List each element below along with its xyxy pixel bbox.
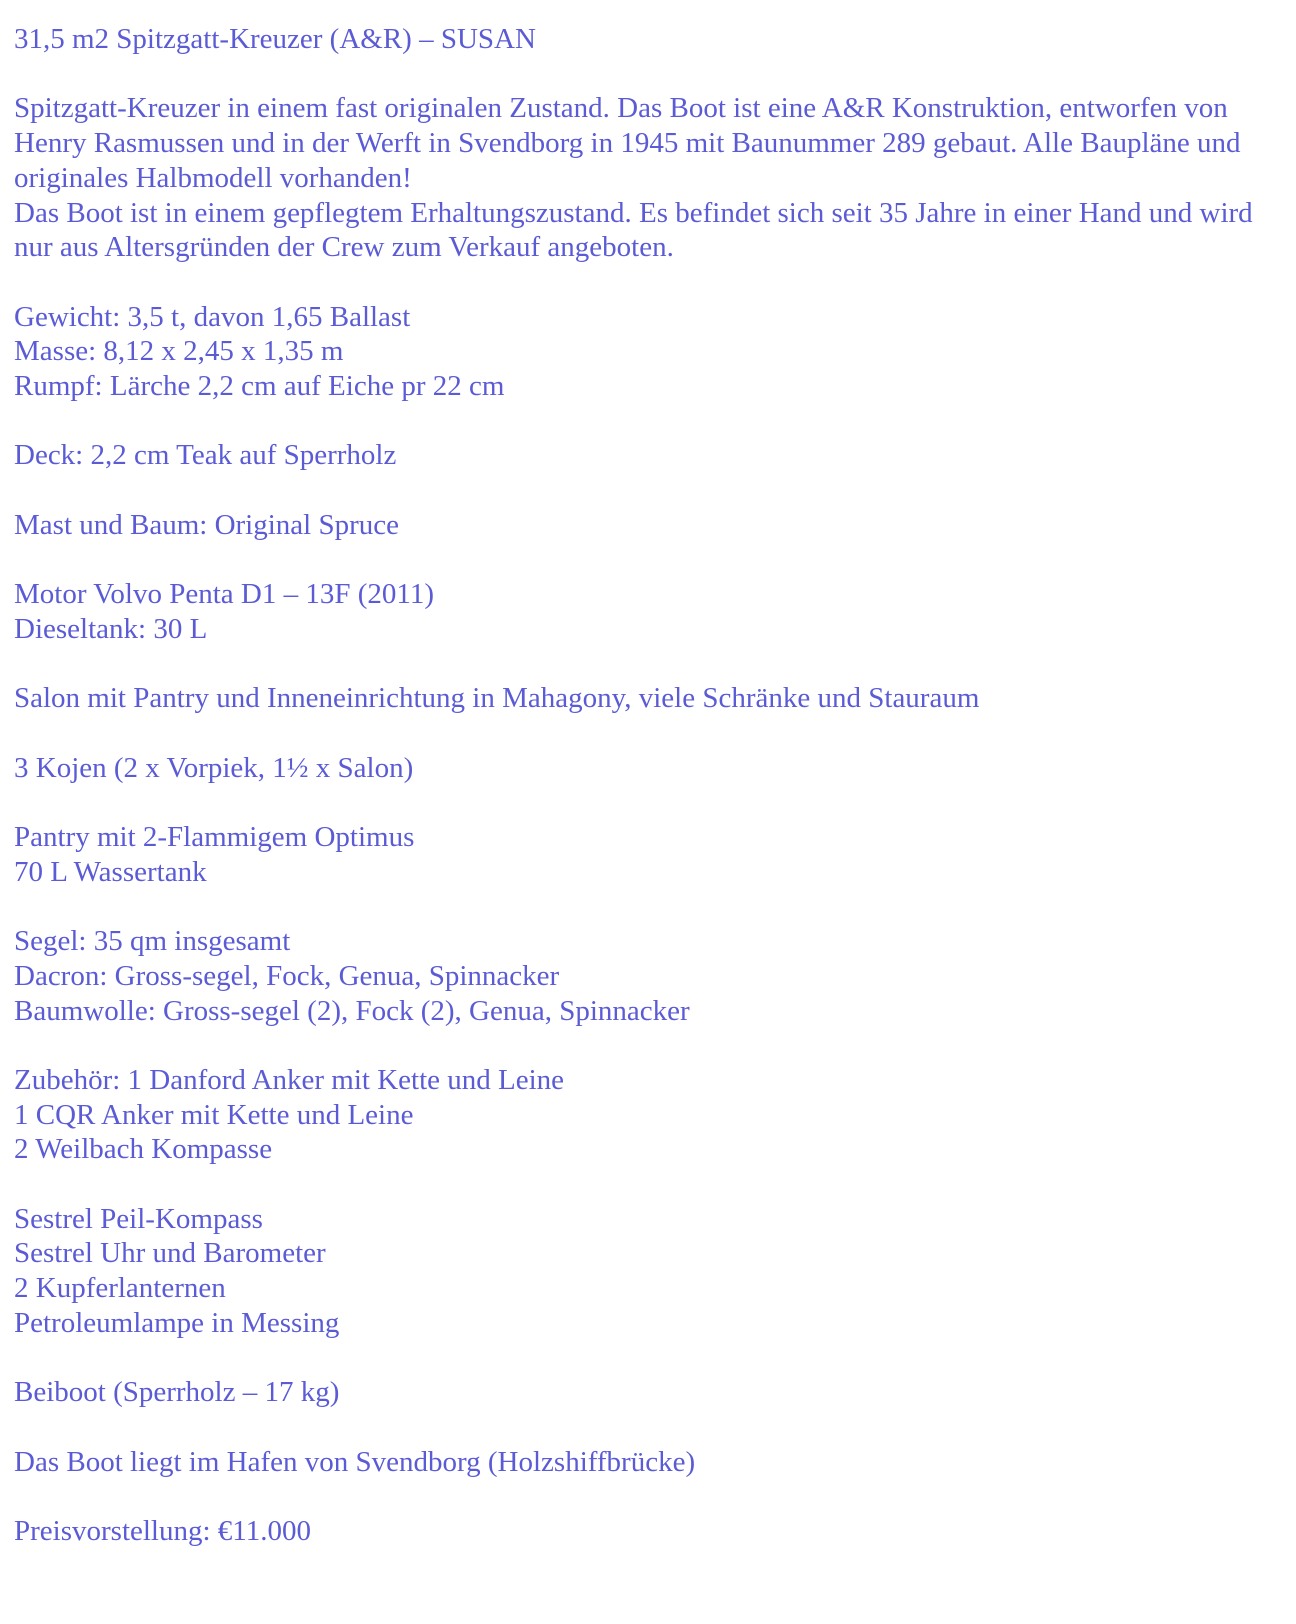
danforth-anchor-line: Zubehör: 1 Danford Anker mit Kette und Leine — [14, 1063, 565, 1096]
deck-line: Deck: 2,2 cm Teak auf Sperrholz — [14, 439, 397, 472]
document-title: 31,5 m2 Spitzgatt-Kreuzer (A&R) – SUSAN — [14, 23, 536, 55]
deck-block — [14, 438, 1284, 473]
weight-line: Gewicht: 3,5 t, davon 1,65 Ballast — [14, 300, 411, 333]
berths-line: 3 Kojen (2 x Vorpiek, 1½ x Salon) — [14, 751, 414, 784]
motor-line: Motor Volvo Penta D1 – 13F (2011) — [14, 578, 434, 611]
petroleum-lamp-line: Petroleumlampe in Messing — [14, 1306, 340, 1339]
clock-barometer-line: Sestrel Uhr und Barometer — [14, 1237, 326, 1270]
specs-block — [14, 300, 1284, 404]
price-line: Preisvorstellung: €11.000 — [14, 1515, 311, 1548]
engine-block — [14, 577, 1284, 646]
price-block — [14, 1514, 1284, 1549]
document-title-block — [14, 22, 1284, 57]
dimensions-line: Masse: 8,12 x 2,45 x 1,35 m — [14, 335, 344, 368]
mast-line: Mast und Baum: Original Spruce — [14, 508, 400, 541]
accessories-block — [14, 1063, 1284, 1167]
pantry-block — [14, 820, 1284, 889]
lanterns-line: 2 Kupferlanternen — [14, 1272, 226, 1305]
description-block — [14, 91, 1284, 265]
document-body — [14, 22, 1284, 1583]
location-block — [14, 1445, 1284, 1480]
mast-block — [14, 508, 1284, 543]
dinghy-line: Beiboot (Sperrholz – 17 kg) — [14, 1376, 340, 1409]
sails-cotton-line: Baumwolle: Gross-segel (2), Fock (2), Genua, Spinnacker — [14, 994, 690, 1027]
water-tank-line: 70 L Wassertank — [14, 855, 207, 888]
salon-block — [14, 681, 1284, 716]
sails-total-line: Segel: 35 qm insgesamt — [14, 925, 291, 958]
sails-block — [14, 924, 1284, 1028]
hull-line: Rumpf: Lärche 2,2 cm auf Eiche pr 22 cm — [14, 370, 505, 402]
salon-line: Salon mit Pantry und Inneneinrichtung in Mahagony, viele Schränke und Stauraum — [14, 682, 980, 715]
diesel-tank-line: Dieseltank: 30 L — [14, 612, 208, 645]
pantry-stove-line: Pantry mit 2-Flammigem Optimus — [14, 821, 415, 854]
berths-block — [14, 751, 1284, 786]
condition-paragraph: Das Boot ist in einem gepflegtem Erhaltungszustand. Es befindet sich seit 35 Jahre in einer Hand und wird nur aus Altersgründen der Crew zum Verkauf angeboten. — [14, 196, 1253, 264]
intro-paragraph: Spitzgatt-Kreuzer in einem fast originalen Zustand. Das Boot ist eine A&R Konstruktion, entworfen von Henry Rasmussen und in der Werft in Svendborg in 1945 mit Baunummer 289 gebaut. Alle Baupläne und originales Halbmodell vorhanden! — [14, 92, 1241, 194]
dinghy-block — [14, 1375, 1284, 1410]
sails-dacron-line: Dacron: Gross-segel, Fock, Genua, Spinnacker — [14, 959, 560, 992]
instruments-block — [14, 1202, 1284, 1341]
compasses-line: 2 Weilbach Kompasse — [14, 1133, 273, 1166]
location-line: Das Boot liegt im Hafen von Svendborg (Holzshiffbrücke) — [14, 1445, 696, 1478]
bearing-compass-line: Sestrel Peil-Kompass — [14, 1202, 263, 1235]
cqr-anchor-line: 1 CQR Anker mit Kette und Leine — [14, 1098, 414, 1131]
